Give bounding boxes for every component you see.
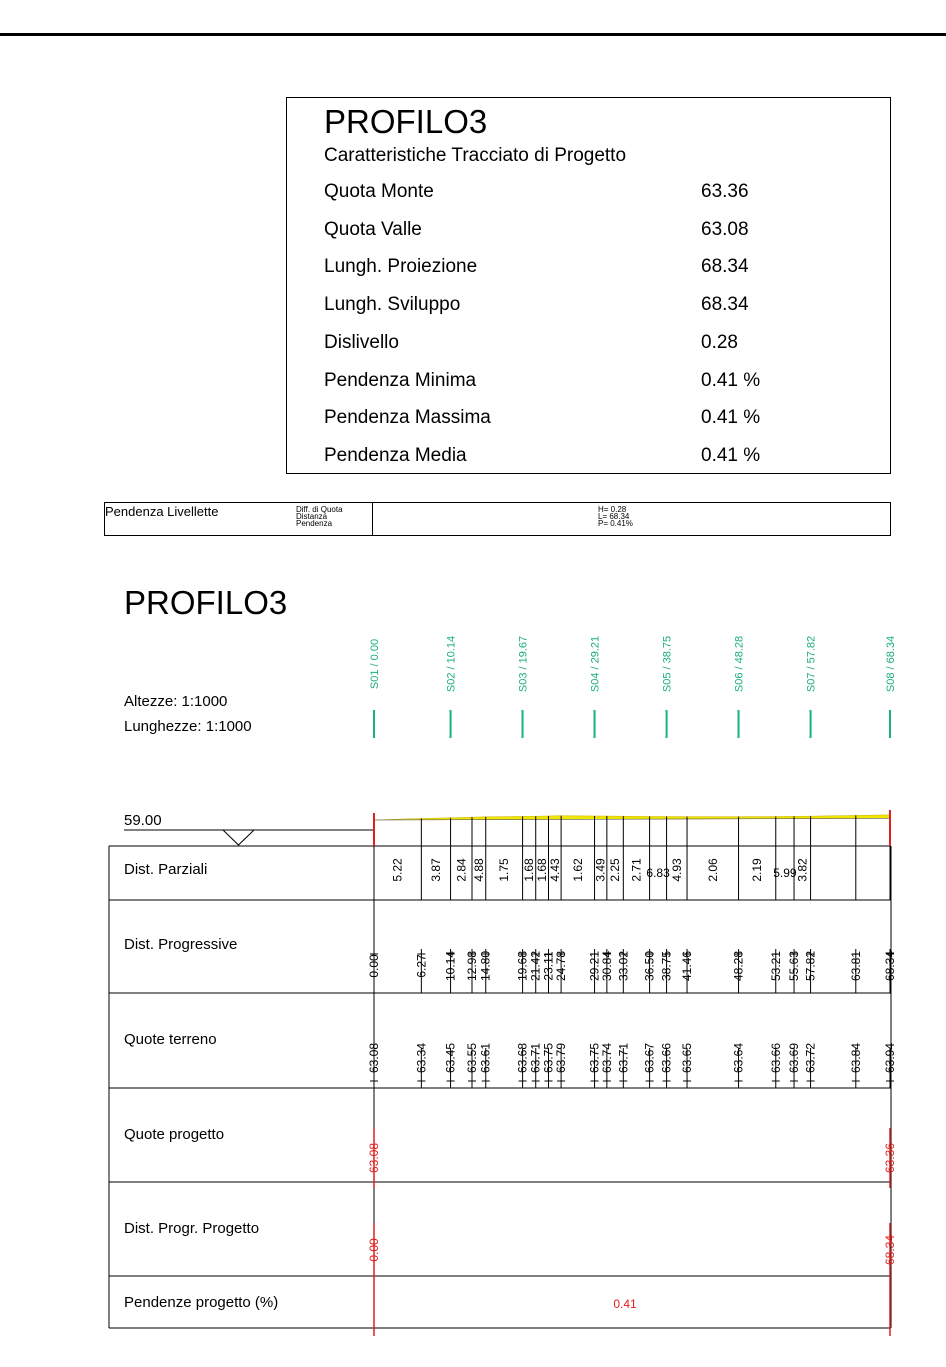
terrain-elevation: 63.65 xyxy=(680,1042,695,1074)
slope-value-h: H= 0.28 xyxy=(598,505,627,514)
terrain-elevation: 63.67 xyxy=(642,1042,657,1074)
partial-distance: 2.71 xyxy=(629,858,644,882)
summary-label: Pendenza Media xyxy=(324,444,467,466)
summary-value: 63.36 xyxy=(701,181,749,202)
terrain-elevation: 63.75 xyxy=(587,1042,602,1074)
scale-lengths: Lunghezze: 1:1000 xyxy=(124,718,252,735)
progressive-distance: 29.21 xyxy=(587,950,602,982)
partial-distance: 1.68 xyxy=(535,858,550,882)
progressive-distance: 6.27 xyxy=(414,954,429,978)
summary-value: 68.34 xyxy=(701,294,749,316)
scale-heights: Altezze: 1:1000 xyxy=(124,693,228,710)
project-elevation: 63.36 xyxy=(883,1142,897,1174)
progressive-distance: 55.63 xyxy=(787,950,802,982)
progressive-distance: 30.84 xyxy=(599,950,614,982)
terrain-elevation: 63.69 xyxy=(787,1042,802,1074)
progressive-distance: 12.98 xyxy=(465,950,480,982)
terrain-elevation: 63.61 xyxy=(478,1042,493,1074)
progressive-distance: 23.11 xyxy=(541,951,556,981)
progressive-distance: 68.34 xyxy=(883,950,897,982)
row-label-progressive: Dist. Progressive xyxy=(124,936,238,953)
summary-value: 68.34 xyxy=(701,256,749,278)
progressive-distance: 63.81 xyxy=(848,950,863,982)
row-label-project-slope: Pendenze progetto (%) xyxy=(124,1294,279,1311)
partial-distance: 3.82 xyxy=(795,858,810,882)
terrain-elevation: 63.34 xyxy=(414,1042,429,1074)
summary-label: Lungh. Proiezione xyxy=(324,256,478,278)
progressive-distance: 48.28 xyxy=(731,950,746,982)
progressive-distance: 21.42 xyxy=(528,950,543,982)
section-label: S04 / 29.21 xyxy=(589,635,602,693)
section-label: S03 / 19.67 xyxy=(517,635,530,693)
slope-field-diff: Diff. di Quota xyxy=(296,505,343,514)
partial-distance: 2.25 xyxy=(608,858,623,882)
summary-label: Quota Valle xyxy=(324,218,422,240)
progressive-distance: 14.80 xyxy=(478,950,493,982)
terrain-elevation: 63.74 xyxy=(599,1042,614,1074)
terrain-elevation: 63.94 xyxy=(883,1042,897,1074)
progressive-distance: 36.50 xyxy=(642,950,657,982)
partial-distance: 5.99 xyxy=(773,866,797,880)
slope-table-label: Pendenza Livellette xyxy=(105,504,219,519)
summary-value: 63.08 xyxy=(701,218,749,240)
partial-distance: 4.43 xyxy=(547,858,562,882)
profile-title: PROFILO3 xyxy=(124,584,288,621)
project-elevation: 63.08 xyxy=(367,1142,381,1174)
partial-distance: 6.83 xyxy=(646,866,670,880)
summary-subtitle: Caratteristiche Tracciato di Progetto xyxy=(324,145,627,166)
datum-label: 59.00 xyxy=(124,812,162,829)
terrain-elevation: 63.45 xyxy=(443,1042,458,1074)
terrain-elevation: 63.71 xyxy=(528,1042,543,1074)
summary-value: 0.41 % xyxy=(701,444,761,466)
partial-distance: 1.68 xyxy=(522,858,537,882)
row-label-partial: Dist. Parziali xyxy=(124,861,208,878)
summary-title: PROFILO3 xyxy=(324,103,488,140)
slope-field-distance: Distanza xyxy=(296,512,328,521)
partial-distance: 5.22 xyxy=(390,858,405,882)
partial-distance: 1.75 xyxy=(497,858,512,882)
section-label: S05 / 38.75 xyxy=(661,635,674,693)
datum-marker xyxy=(223,830,254,845)
project-slope: 0.41 xyxy=(613,1297,637,1311)
section-label: S07 / 57.82 xyxy=(805,635,818,693)
partial-distance: 1.62 xyxy=(570,858,585,882)
summary-label: Quota Monte xyxy=(324,181,434,202)
progressive-distance: 38.75 xyxy=(659,950,674,982)
terrain-elevation: 63.72 xyxy=(803,1042,818,1074)
terrain-elevation: 63.66 xyxy=(768,1042,783,1074)
terrain-elevation: 63.66 xyxy=(659,1042,674,1074)
row-label-project-dist: Dist. Progr. Progetto xyxy=(124,1220,260,1237)
summary-label: Lungh. Sviluppo xyxy=(324,294,461,316)
row-label-project-elev: Quote progetto xyxy=(124,1126,225,1143)
section-label: S02 / 10.14 xyxy=(445,635,458,693)
progressive-distance: 41.46 xyxy=(680,950,695,982)
partial-distance: 4.88 xyxy=(471,858,486,882)
slope-field-slope: Pendenza xyxy=(296,519,333,528)
summary-label: Pendenza Massima xyxy=(324,407,491,429)
terrain-elevation: 63.55 xyxy=(465,1042,480,1074)
terrain-elevation: 63.71 xyxy=(616,1042,631,1074)
section-label: S01 / 0.00 xyxy=(369,638,381,690)
slope-value-p: P= 0.41% xyxy=(598,519,633,528)
progressive-distance: 0.00 xyxy=(367,954,381,978)
slope-value-l: L= 68.34 xyxy=(598,512,630,521)
summary-label: Dislivello xyxy=(324,331,399,353)
section-label: S08 / 68.34 xyxy=(885,635,897,693)
partial-distance: 4.93 xyxy=(669,858,684,882)
terrain-elevation: 63.68 xyxy=(515,1042,530,1074)
section-label: S06 / 48.28 xyxy=(733,635,746,693)
partial-distance: 2.06 xyxy=(705,858,720,882)
summary-value: 0.41 % xyxy=(701,407,761,429)
progressive-distance: 24.78 xyxy=(554,950,569,982)
summary-label: Pendenza Minima xyxy=(324,369,477,391)
project-distance: 0.00 xyxy=(367,1238,381,1262)
terrain-elevation: 63.79 xyxy=(554,1042,569,1074)
summary-value: 0.28 xyxy=(701,331,738,353)
terrain-elevation: 63.64 xyxy=(731,1042,746,1074)
progressive-distance: 19.68 xyxy=(515,950,530,982)
partial-distance: 2.84 xyxy=(454,858,469,882)
progressive-distance: 57.82 xyxy=(803,950,818,982)
project-distance: 68.34 xyxy=(883,1234,897,1266)
progressive-distance: 33.02 xyxy=(616,950,631,982)
partial-distance: 3.87 xyxy=(428,858,443,882)
partial-distance: 3.49 xyxy=(593,858,608,882)
terrain-elevation: 63.75 xyxy=(541,1042,556,1074)
terrain-elevation: 63.84 xyxy=(848,1042,863,1074)
terrain-elevation: 63.08 xyxy=(367,1042,381,1074)
progressive-distance: 53.21 xyxy=(768,950,783,982)
progressive-distance: 10.14 xyxy=(443,950,458,982)
summary-value: 0.41 % xyxy=(701,369,761,391)
row-label-terrain: Quote terreno xyxy=(124,1031,217,1048)
partial-distance: 2.19 xyxy=(750,858,765,882)
